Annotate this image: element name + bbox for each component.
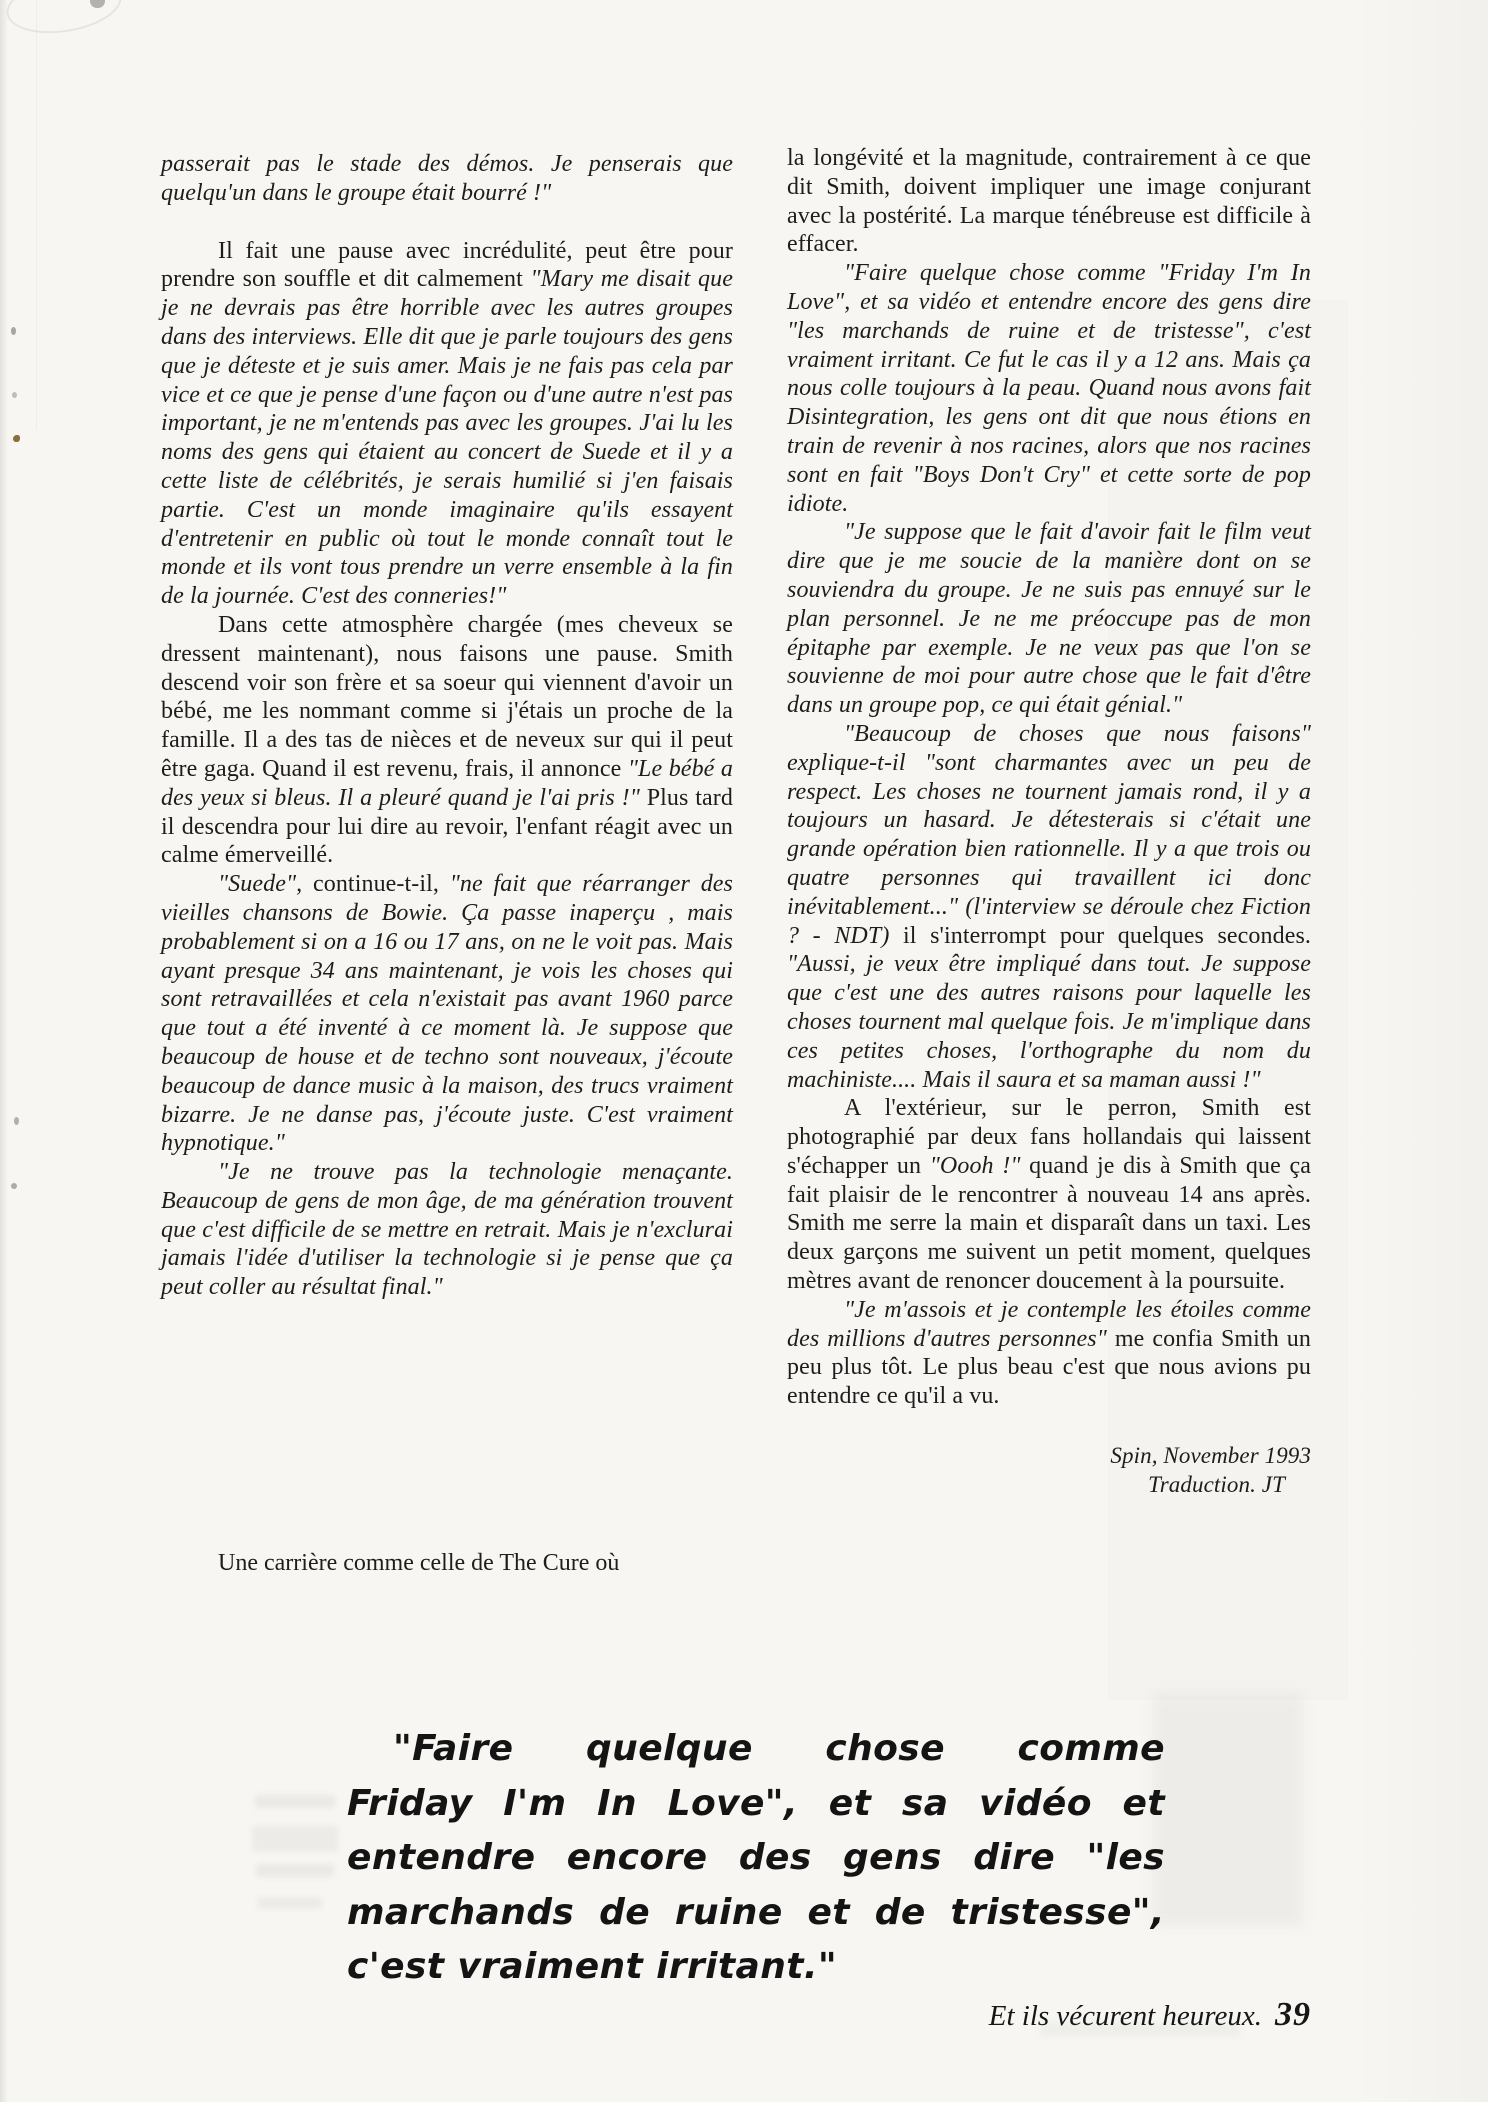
narration-text: Dans cette atmosphère chargée (mes cheveux se dressent maintenant), nous faisons une pause. Smith descend voir son frère et sa soeur qui viennent d'avoir un bébé, me les nommant comme si j'étais un proche de la famille. Il a des tas de nièces et de neveux sur qui il peut être gaga. Quand il est revenu, frais, il annonce [161, 611, 733, 782]
paragraph [787, 1094, 1311, 1296]
narration-text: Il fait une pause avec incrédulité, peut être pour prendre son souffle et dit calmement [161, 237, 733, 293]
pull-quote [347, 1722, 1165, 1995]
paragraph [161, 1158, 733, 1302]
narration-text: A l'extérieur, sur le perron, Smith est photographié par deux fans hollandais qui laissent s'échapper un [787, 1095, 1311, 1179]
paper-speck [12, 392, 17, 398]
paragraph [787, 259, 1311, 518]
paragraph [161, 237, 733, 611]
footer-text: Et ils vécurent heureux. [988, 2000, 1262, 2032]
ghost-text [252, 1826, 338, 1852]
paper-speck [14, 1117, 19, 1125]
attribution-source: Spin, November 1993 [1110, 1443, 1311, 1469]
ghost-text [258, 1897, 322, 1909]
quote-text: "Suede", [218, 871, 313, 898]
attribution-credit: Traduction. JT [1148, 1472, 1285, 1498]
narration-text: continue-t-il, [312, 871, 450, 898]
quote-text: "Je m'assois et je contemple les étoiles comme des millions d'autres personnes" [787, 1296, 1311, 1352]
quote-text: "Je suppose que le fait d'avoir fait le film veut dire que je me soucie de la manière dont on se souviendra du groupe. Je ne suis pas ennuyé sur le plan personnel. Je ne me préoccupe pas de mon épitaphe par exemple. Je ne veux pas que l'on se souvienne de moi pour autre chose que le fait d'être dans un groupe pop, ce qui était génial." [787, 519, 1311, 719]
page-footer [600, 1996, 1311, 2034]
narration-text: Plus tard il descendra pour lui dire au revoir, l'enfant réagit avec un calme émerveillé. [161, 784, 733, 869]
narration-text: il s'interrompt pour quelques secondes. [902, 922, 1312, 949]
left-column [161, 150, 733, 1302]
paragraph [787, 1296, 1311, 1411]
ghost-text [256, 1864, 334, 1877]
quote-text: "Je ne trouve pas la technologie menaçante. Beaucoup de gens de mon âge, de ma génération trouvent que c'est difficile de se mettre en retrait. Mais je n'exclurai jamais l'idée d'utiliser la technologie si je pense que ça peut coller au résultat final." [161, 1159, 733, 1301]
paragraph [161, 611, 733, 870]
page-number: 39 [1275, 1996, 1311, 2033]
lead-out-line: Une carrière comme celle de The Cure où [218, 1550, 620, 1576]
quote-text: passerait pas le stade des démos. Je penserais que quelqu'un dans le groupe était bourré !" [161, 151, 733, 206]
paragraph [787, 144, 1311, 259]
quote-text: "Aussi, je veux être impliqué dans tout. Je suppose que c'est une des autres raisons pour laquelle les choses tournent mal quelque fois. Je m'implique dans ces petites choses, l'orthographe du nom du machiniste.... Mais il saura et sa maman aussi !" [787, 951, 1311, 1093]
fold-line [36, 0, 37, 430]
scan-shadow [1152, 1694, 1304, 1926]
pull-quote-line: entendre encore des gens dire "les [347, 1837, 1165, 1878]
quote-text: "Oooh !" [929, 1152, 1021, 1179]
narration-text: la longévité et la magnitude, contrairement à ce que dit Smith, doivent impliquer une image conjurant avec la postérité. La marque ténébreuse est difficile à effacer. [787, 145, 1311, 258]
right-column [787, 144, 1311, 1499]
corner-crease [2, 0, 125, 41]
paper-speck [11, 327, 16, 335]
narration-text: quand je dis à Smith que ça fait plaisir de le rencontrer à nouveau 14 ans après. Smith me serre la main et disparaît dans un taxi. Les deux garçons me suivent un petit moment, quelques mètres avant de renoncer doucement à la poursuite. [787, 1152, 1311, 1295]
pull-quote-line: Friday I'm In Love", et sa vidéo et [347, 1782, 1165, 1824]
ghost-text [255, 1795, 335, 1808]
paragraph [161, 150, 733, 208]
paragraph [161, 870, 733, 1158]
scan-shadow [1350, 0, 1488, 2102]
quote-text: "Le bébé a des yeux si bleus. Il a pleuré quand je l'ai pris !" [161, 755, 733, 811]
quote-text: "Faire quelque chose comme "Friday I'm In Love", et sa vidéo et entendre encore des gens dire "les marchands de ruine et de tristesse", c'est vraiment irritant. Ce fut le cas il y a 12 ans. Mais ça nous colle toujours à la peau. Quand nous avons fait Disintegration, les gens ont dit que nous étions en train de revenir à nos racines, alors que nos racines sont en fait "Boys Don't Cry" et cette sorte de pop idiote. [787, 260, 1311, 517]
attribution [787, 1441, 1311, 1499]
page-edge [0, 0, 7, 2102]
quote-text: "ne fait que réarranger des vieilles chansons de Bowie. Ça passe inaperçu , mais probablement si on a 16 ou 17 ans, on ne le voit pas. Mais ayant presque 34 ans maintenant, je vois les choses qui sont retravaillées et cela n'existait pas avant 1960 parce que tout a été inventé à ce moment là. Je suppose que beaucoup de house et de techno sont nouveaux, j'écoute beaucoup de dance music à la maison, des trucs vraiment bizarre. Je ne danse pas, j'écoute juste. C'est vraiment hypnotique." [161, 871, 733, 1157]
corner-nick [90, 0, 105, 8]
paper-speck [11, 1183, 17, 1189]
pull-quote-line: c'est vraiment irritant." [347, 1946, 838, 1987]
paragraph [787, 518, 1311, 720]
pull-quote-line: "Faire quelque chose comme [393, 1728, 1165, 1769]
narration-text: me confia Smith un peu plus tôt. Le plus beau c'est que nous avions pu entendre ce qu'il a vu. [787, 1325, 1312, 1410]
pull-quote-line: marchands de ruine et de tristesse", [347, 1891, 1165, 1933]
paragraph [787, 720, 1311, 1094]
quote-text: "Beaucoup de choses que nous faisons" explique-t-il "sont charmantes avec un peu de respect. Les choses ne tournent jamais rond, il y a toujours un hasard. Je détesterais si c'était une grande opération bien rationnelle. Il y a que trois ou quatre personnes qui travaillent ici donc inévitablement..." (l'interview se déroule chez Fiction ? - NDT) [787, 720, 1311, 949]
paper-speck [13, 435, 20, 442]
quote-text: "Mary me disait que je ne devrais pas être horrible avec les autres groupes dans des interviews. Elle dit que je parle toujours des gens que je déteste et je suis amer. Mais je ne fais pas cela par vice et ce que je pense d'une façon ou d'une autre n'est pas important, je ne m'entends pas avec les groupes. J'ai lu les noms des gens qui étaient au concert de Suede et il y a cette liste de célébrités, je serais humilié si j'en faisais partie. C'est un monde imaginaire qu'ils essayent d'entretenir en public où tout le monde connaît tout le monde et ils vont tous prendre un verre ensemble à la fin de la journée. C'est des conneries!" [161, 266, 733, 610]
